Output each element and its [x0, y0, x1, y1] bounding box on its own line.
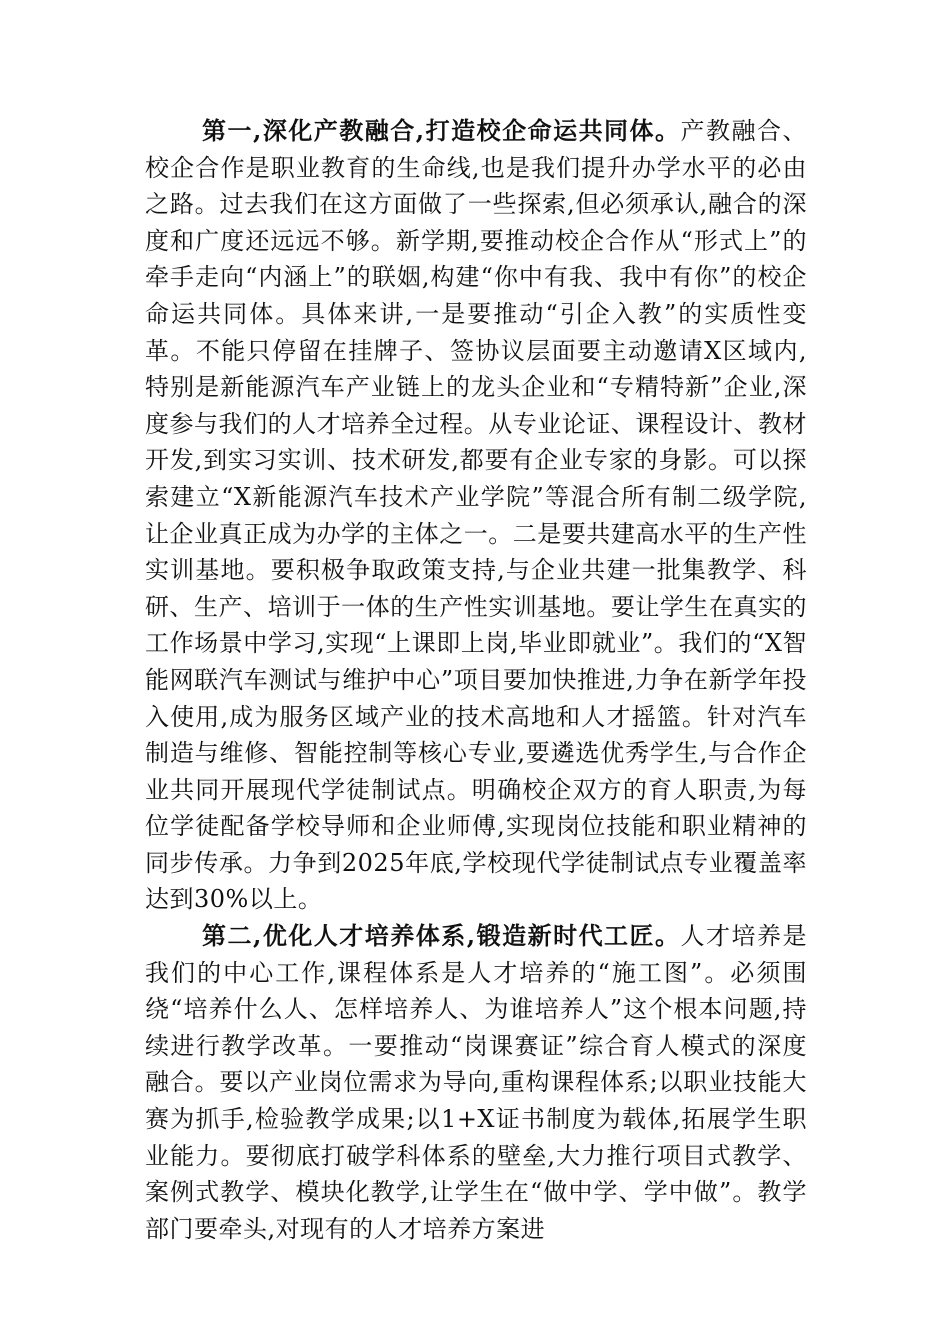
- paragraph-2-heading: 第二,优化人才培养体系,锻造新时代工匠。: [202, 921, 681, 951]
- paragraph-1-body: 产教融合、校企合作是职业教育的生命线,也是我们提升办学水平的必由之路。过去我们在这方面做了一些探索,但必须承认,融合的深度和广度还远远不够。新学期,要推动校企合作从“形式上”的牵手走向“内涵上”的联姻,构建“你中有我、我中有你”的校企命运共同体。具体来讲,一是要推动“引企入教”的实质性变革。不能只停留在挂牌子、签协议层面要主动邀请X区域内,特别是新能源汽车产业链上的龙头企业和“专精特新”企业,深度参与我们的人才培养全过程。从专业论证、课程设计、教材开发,到实习实训、技术研发,都要有企业专家的身影。可以探索建立“X新能源汽车技术产业学院”等混合所有制二级学院,让企业真正成为办学的主体之一。二是要共建高水平的生产性实训基地。要积极争取政策支持,与企业共建一批集教学、科研、生产、培训于一体的生产性实训基地。要让学生在真实的工作场景中学习,实现“上课即上岗,毕业即就业”。我们的“X智能网联汽车测试与维护中心”项目要加快推进,力争在新学年投入使用,成为服务区域产业的技术高地和人才摇篮。针对汽车制造与维修、智能控制等核心专业,要遴选优秀学生,与合作企业共同开展现代学徒制试点。明确校企双方的育人职责,为每位学徒配备学校导师和企业师傅,实现岗位技能和职业精神的同步传承。力争到2025年底,学校现代学徒制试点专业覆盖率达到30%以上。: [145, 117, 807, 914]
- paragraph-1-heading: 第一,深化产教融合,打造校企命运共同体。: [202, 116, 681, 145]
- document-page: [145, 113, 807, 1247]
- paragraph-2: [145, 918, 807, 1247]
- paragraph-1: [145, 113, 807, 918]
- paragraph-2-body: 人才培养是我们的中心工作,课程体系是人才培养的“施工图”。必须围绕“培养什么人、怎样培养人、为谁培养人”这个根本问题,持续进行教学改革。一要推动“岗课赛证”综合育人模式的深度融合。要以产业岗位需求为导向,重构课程体系;以职业技能大赛为抓手,检验教学成果;以1+X证书制度为载体,拓展学生职业能力。要彻底打破学科体系的壁垒,大力推行项目式教学、案例式教学、模块化教学,让学生在“做中学、学中做”。教学部门要牵头,对现有的人才培养方案进: [145, 922, 807, 1243]
